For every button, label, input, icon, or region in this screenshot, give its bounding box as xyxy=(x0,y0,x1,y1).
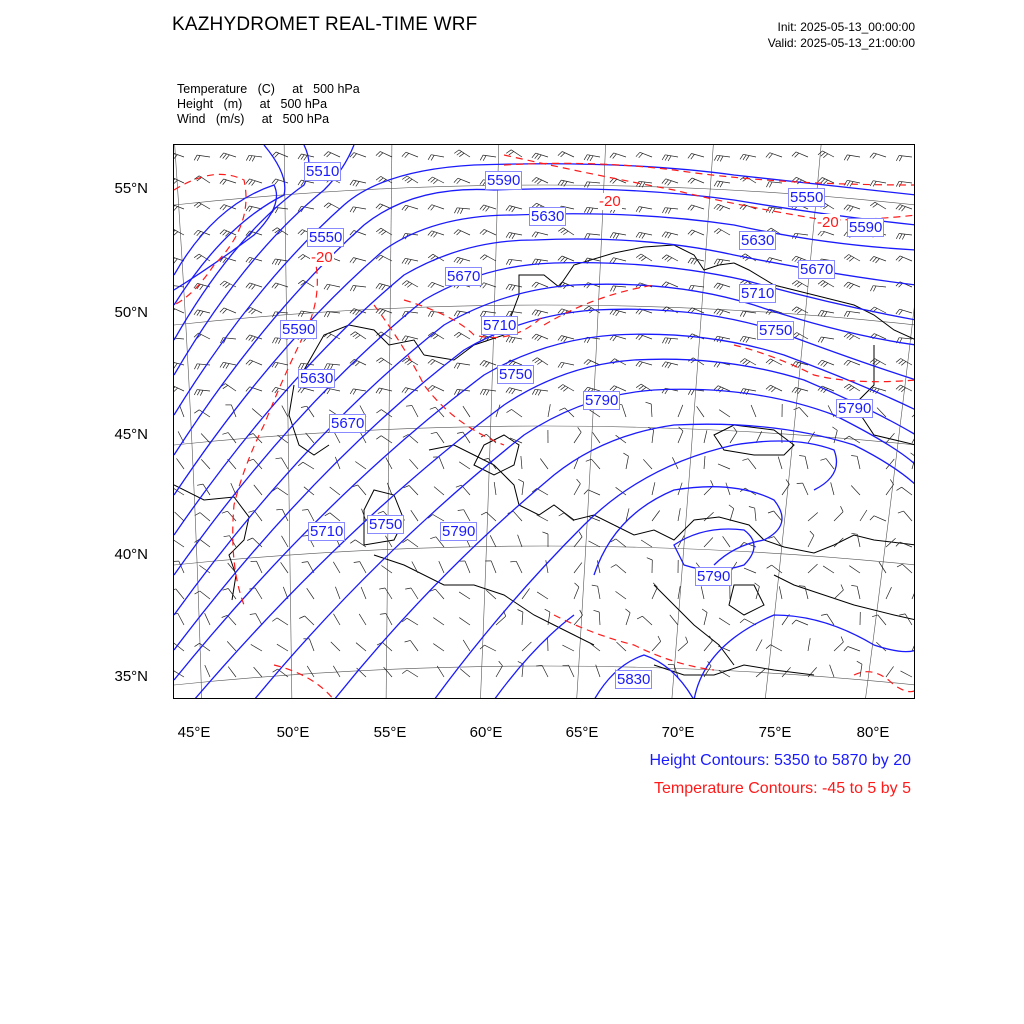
height-label: 5790 xyxy=(585,392,619,409)
caspian-west-coast xyxy=(174,485,249,600)
meridian-65 xyxy=(576,145,606,699)
height-label: 5750 xyxy=(759,322,793,339)
height-label: 5630 xyxy=(741,232,775,249)
height-label: 5790 xyxy=(838,400,872,417)
xinjiang-border xyxy=(774,575,915,620)
height-label: 5510 xyxy=(306,163,340,180)
height-label: 5630 xyxy=(300,370,334,387)
height-label: 5550 xyxy=(790,189,824,206)
lat-label-45: 45°N xyxy=(114,426,148,443)
field-list xyxy=(177,82,360,127)
time-info xyxy=(768,19,915,51)
meridian-60 xyxy=(480,145,499,699)
lat-label-50: 50°N xyxy=(114,304,148,321)
aral-region xyxy=(429,445,614,525)
height-label: 5710 xyxy=(310,523,344,540)
meridian-45 xyxy=(174,145,202,699)
lon-label-65: 65°E xyxy=(565,724,599,741)
pak-border xyxy=(654,665,814,675)
temperature-label: -20 xyxy=(599,193,621,210)
lon-label-45: 45°E xyxy=(177,724,211,741)
meridian-70 xyxy=(671,145,714,699)
height-label: 5670 xyxy=(800,261,834,278)
height-label: 5830 xyxy=(617,671,651,688)
borders xyxy=(174,245,915,675)
height-label: 5590 xyxy=(849,219,883,236)
lat-label-35: 35°N xyxy=(114,668,148,685)
height-label: 5670 xyxy=(447,268,481,285)
northwest-border xyxy=(304,325,424,370)
map-panel xyxy=(173,144,915,699)
height-label: 5670 xyxy=(331,415,365,432)
field-wind: Wind (m/s) at 500 hPa xyxy=(177,112,330,126)
afghan-border xyxy=(654,585,734,665)
parallel-35 xyxy=(174,666,915,685)
turkmen-border xyxy=(374,555,594,645)
height-label: 5750 xyxy=(369,516,403,533)
height-label: 5790 xyxy=(442,523,476,540)
height-label: 5590 xyxy=(282,321,316,338)
aral-sea xyxy=(474,435,519,475)
caspian-north xyxy=(289,385,329,455)
field-height: Height (m) at 500 hPa xyxy=(177,97,328,111)
temperature-legend: Temperature Contours: -45 to 5 by 5 xyxy=(653,780,911,797)
height-label: 5550 xyxy=(309,229,343,246)
lat-label-55: 55°N xyxy=(114,180,148,197)
height-label: 5790 xyxy=(697,568,731,585)
parallel-40 xyxy=(174,546,915,565)
lon-label-50: 50°E xyxy=(276,724,310,741)
meridian-50 xyxy=(284,145,292,699)
init-time: Init: 2025-05-13_00:00:00 xyxy=(777,20,915,34)
valid-time: Valid: 2025-05-13_21:00:00 xyxy=(767,36,915,50)
lon-label-55: 55°E xyxy=(373,724,407,741)
lon-label-75: 75°E xyxy=(758,724,792,741)
chart-title: KAZHYDROMET REAL-TIME WRF xyxy=(172,14,478,35)
height-legend: Height Contours: 5350 to 5870 by 20 xyxy=(649,752,911,769)
temperature-label: -20 xyxy=(817,214,839,231)
height-label: 5630 xyxy=(531,208,565,225)
height-label: 5750 xyxy=(499,366,533,383)
lon-label-60: 60°E xyxy=(469,724,503,741)
height-label: 5710 xyxy=(741,285,775,302)
temperature-label: -20 xyxy=(311,249,333,266)
lon-label-80: 80°E xyxy=(856,724,890,741)
lon-label-70: 70°E xyxy=(661,724,695,741)
field-temperature: Temperature (C) at 500 hPa xyxy=(177,82,360,96)
map-canvas xyxy=(174,145,915,699)
lat-label-40: 40°N xyxy=(114,546,148,563)
height-label: 5590 xyxy=(487,172,521,189)
height-label: 5710 xyxy=(483,317,517,334)
